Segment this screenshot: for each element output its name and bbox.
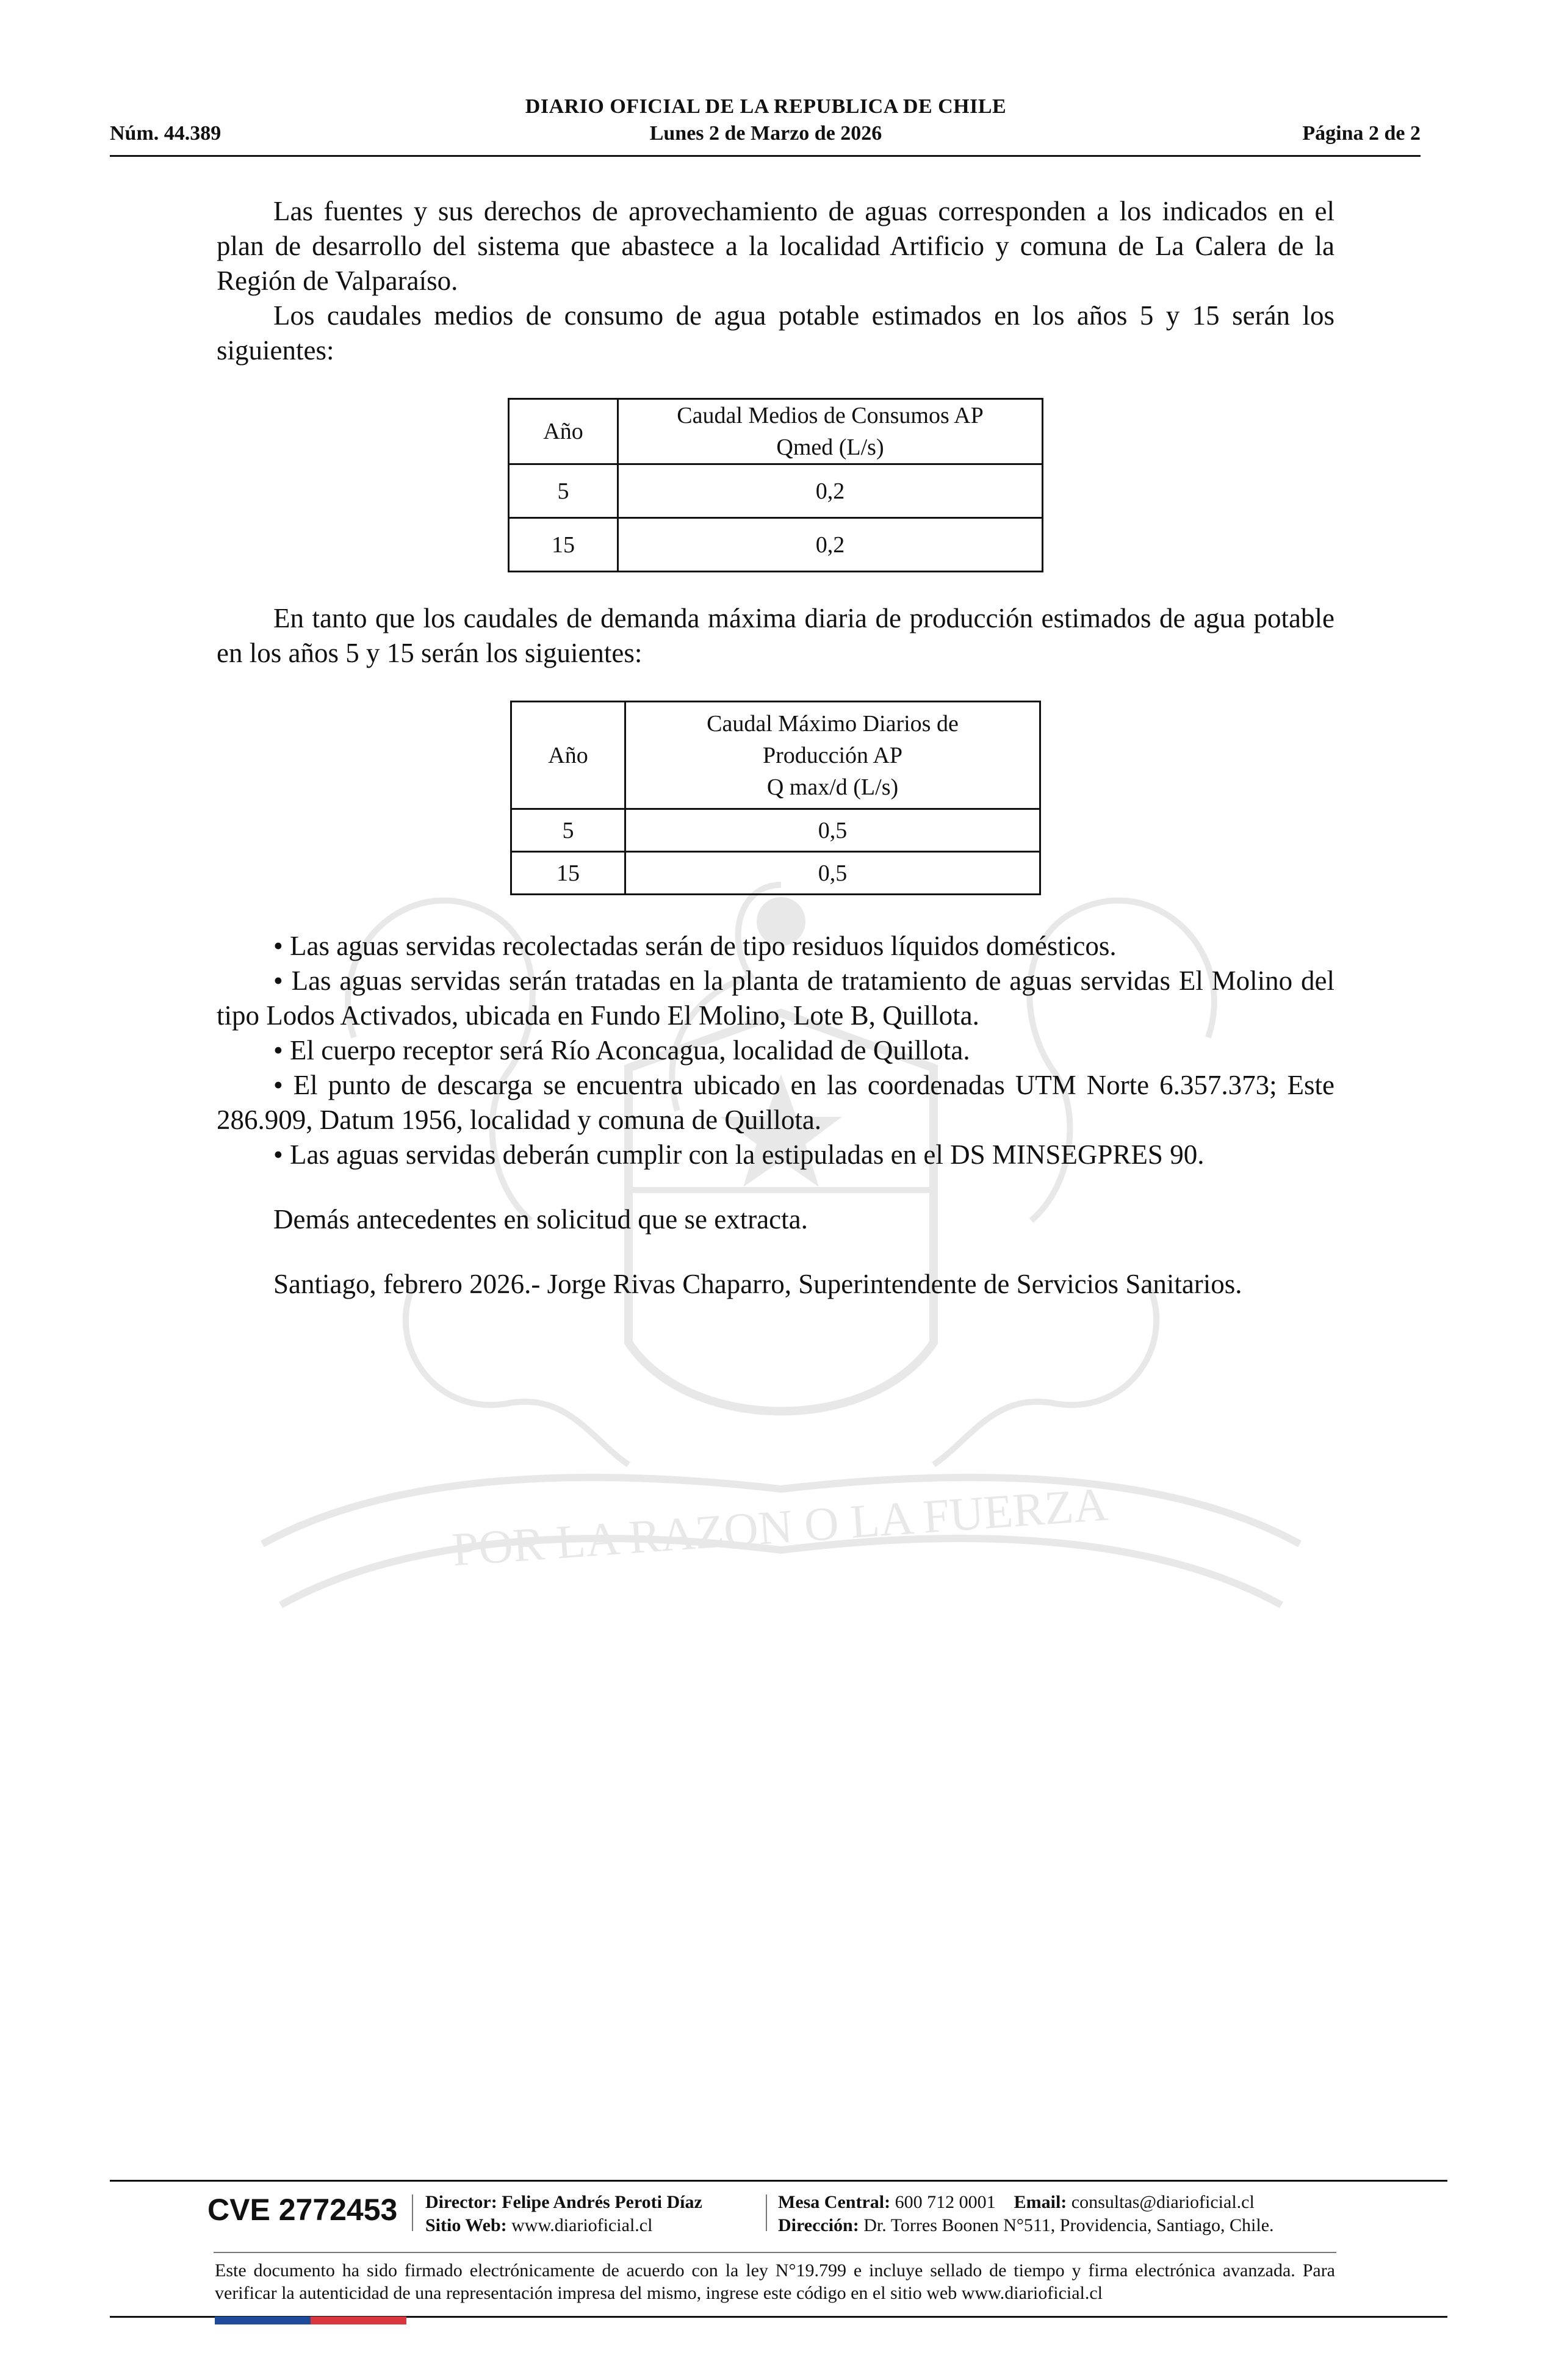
bullet-discharge-point: • El punto de descarga se encuentra ubicado en las coordenadas UTM Norte 6.357.373; Este 286.909, Datum 1956, localidad y comuna de Quillota. <box>217 1070 1334 1135</box>
header-divider <box>110 155 1421 157</box>
paragraph-max-demand: En tanto que los caudales de demanda máxima diaria de producción estimados de agua potable en los años 5 y 15 serán los siguientes: <box>217 603 1334 668</box>
table-header-year: Año <box>509 399 618 464</box>
footer-director: Director: Felipe Andrés Peroti Díaz Sitio Web: www.diarioficial.cl <box>425 2192 702 2235</box>
footer-divider-middle <box>214 2252 1336 2253</box>
watermark-motto: POR LA RAZON O LA FUERZA <box>450 1477 1110 1576</box>
paragraph-mean-flows: Los caudales medios de consumo de agua potable estimados en los años 5 y 15 serán los siguientes: <box>217 300 1334 366</box>
table-cell-value: 0,2 <box>618 464 1043 518</box>
table-row <box>511 852 1040 895</box>
table-cell-year: 5 <box>509 464 618 518</box>
table-cell-value: 0,2 <box>618 518 1043 572</box>
page-number: Página 2 de 2 <box>1302 122 1421 145</box>
flag-stripe-blue <box>215 2317 311 2324</box>
footer-contact: Mesa Central: 600 712 0001 Email: consultas@diarioficial.cl Dirección: Dr. Torres Boonen N°511, Providencia, Santiago, Chile. <box>778 2192 1274 2235</box>
table-cell-year: 5 <box>511 809 625 852</box>
footer-divider-top <box>110 2180 1447 2182</box>
table-header-value: Caudal Máximo Diarios de Producción AP Q max/d (L/s) <box>625 702 1040 809</box>
paragraph-sources: Las fuentes y sus derechos de aprovechamiento de aguas corresponden a los indicados en el plan de desarrollo del sistema que abastece a la localidad Artificio y comuna de La Calera de la Región de Valparaíso. <box>217 196 1334 296</box>
cve-code: CVE 2772453 <box>207 2193 398 2227</box>
publication-title: DIARIO OFICIAL DE LA REPUBLICA DE CHILE <box>525 95 1007 118</box>
table-cell-value: 0,5 <box>625 852 1040 895</box>
bullet-wastewater-type: • Las aguas servidas recolectadas serán de tipo residuos líquidos domésticos. <box>273 931 1117 961</box>
closing-note: Demás antecedentes en solicitud que se extracta. <box>273 1204 808 1235</box>
bullet-regulation: • Las aguas servidas deberán cumplir con la estipuladas en el DS MINSEGPRES 90. <box>273 1139 1205 1170</box>
issue-date: Lunes 2 de Marzo de 2026 <box>649 122 882 145</box>
table-cell-value: 0,5 <box>625 809 1040 852</box>
footer-separator <box>412 2194 413 2231</box>
table-row <box>511 809 1040 852</box>
table-cell-year: 15 <box>509 518 618 572</box>
table-row <box>509 464 1043 518</box>
table-row <box>509 518 1043 572</box>
table-header-year: Año <box>511 702 625 809</box>
electronic-signature-note: Este documento ha sido firmado electrónicamente de acuerdo con la ley N°19.799 e incluye sellado de tiempo y firma electrónica avanzada. Para verificar la autenticidad de una representación impresa del mismo, ingrese este código en el sitio web www.diarioficial.cl <box>215 2260 1335 2303</box>
signature-line: Santiago, febrero 2026.- Jorge Rivas Chaparro, Superintendente de Servicios Sanitarios. <box>273 1269 1242 1299</box>
bullet-receiving-body: • El cuerpo receptor será Río Aconcagua, localidad de Quillota. <box>273 1035 970 1066</box>
max-daily-production-table <box>510 701 1041 895</box>
footer-separator <box>766 2194 767 2231</box>
bullet-treatment-plant: • Las aguas servidas serán tratadas en la planta de tratamiento de aguas servidas El Molino del tipo Lodos Activados, ubicada en Fundo El Molino, Lote B, Quillota. <box>217 965 1334 1031</box>
table-cell-year: 15 <box>511 852 625 895</box>
flag-stripe-red <box>311 2317 406 2324</box>
table-header-value: Caudal Medios de Consumos AP Qmed (L/s) <box>618 399 1043 464</box>
mean-consumption-table <box>508 398 1043 572</box>
issue-number: Núm. 44.389 <box>110 122 222 145</box>
